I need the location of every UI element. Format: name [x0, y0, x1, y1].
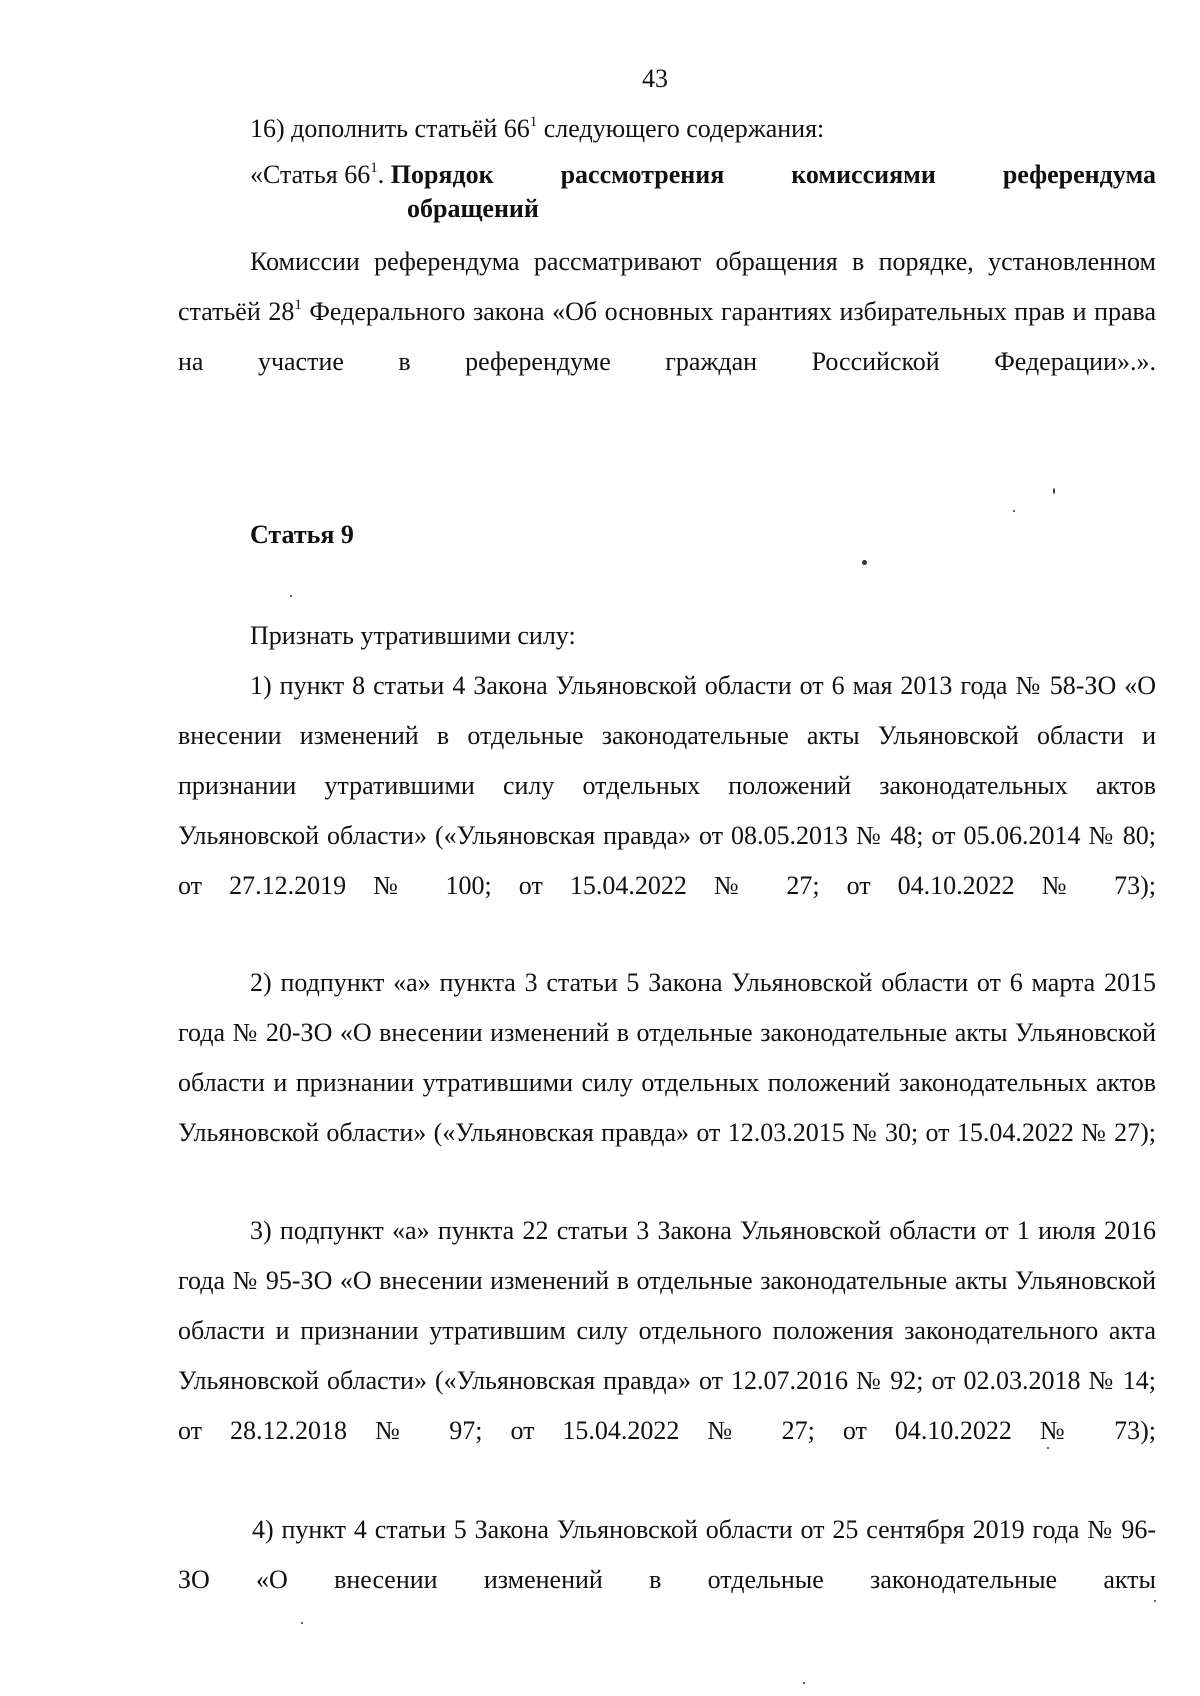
- scan-speck: [803, 1682, 805, 1684]
- list-item: 4) пункт 4 статьи 5 Закона Ульяновской области от 25 сентября 2019 года № 96-ЗО «О внесении изменений в отдельные законодательные акты: [178, 1515, 1156, 1594]
- title-word: рассмотрения: [560, 160, 725, 189]
- article-9-intro: Признать утратившими силу:: [250, 621, 576, 650]
- list-item: 3) подпункт «а» пункта 22 статьи 3 Закона Ульяновской области от 1 июля 2016 года № 95-ЗО «О внесении изменений в отдельные законодательные акты Ульяновской области и признании утратившим силу отдельного положения законодательного акта Ульяновской области» («Ульяновская правда» от 12.07.2016 № 92; от 02.03.2018 № 14; от 28.12.2018 № 97; от 15.04.2022 № 27; от 04.10.2022 № 73);: [178, 1216, 1156, 1445]
- scan-speck: [290, 595, 292, 597]
- title-word: комиссиями: [791, 160, 936, 189]
- amendment-intro-text-end: следующего содержания:: [537, 114, 825, 143]
- scan-speck: [301, 1622, 303, 1624]
- article-66-1-label: «Статья $66^1$. Порядок: [250, 160, 494, 189]
- list-item: 1) пункт 8 статьи 4 Закона Ульяновской области от 6 мая 2013 года № 58-ЗО «О внесении изменений в отдельные законодательные акты Ульяновской области и признании утратившими силу отдельных положений законодательных актов Ульяновской области» («Ульяновская правда» от 08.05.2013 № 48; от 05.06.2014 № 80; от 27.12.2019 № 100; от 15.04.2022 № 27; от 04.10.2022 № 73);: [178, 671, 1156, 900]
- amendment-intro: [250, 104, 1156, 154]
- scan-speck: [1154, 1600, 1156, 1602]
- superscript: 1: [529, 114, 538, 130]
- title-word: Порядок: [390, 160, 494, 189]
- amendment-intro-text: 16) дополнить статьёй 66: [250, 114, 530, 143]
- list-item: 2) подпункт «а» пункта 3 статьи 5 Закона Ульяновской области от 6 марта 2015 года № 20-ЗО «О внесении изменений в отдельные законодательные акты Ульяновской области и признании утратившими силу отдельных положений законодательных актов Ульяновской области» («Ульяновская правда» от 12.03.2015 № 30; от 15.04.2022 № 27);: [178, 968, 1156, 1147]
- article-9-heading: Статья 9: [250, 520, 354, 549]
- article-66-1-title-line2: обращений: [407, 194, 539, 223]
- scan-speck: [862, 560, 867, 565]
- page-number: 43: [642, 64, 668, 93]
- scan-speck: [1013, 510, 1015, 512]
- scan-speck: [1053, 488, 1055, 494]
- title-word: референдума: [1002, 160, 1156, 189]
- article-66-1-body: Комиссии референдума рассматривают обращения в порядке, установленном статьёй $28^1$ Федерального закона «Об основных гарантиях избирательных прав и права на участие в референдуме граждан Российской Федерации».».: [178, 247, 1156, 376]
- article-66-1-title: [250, 158, 1156, 226]
- scan-speck: [1047, 1447, 1049, 1449]
